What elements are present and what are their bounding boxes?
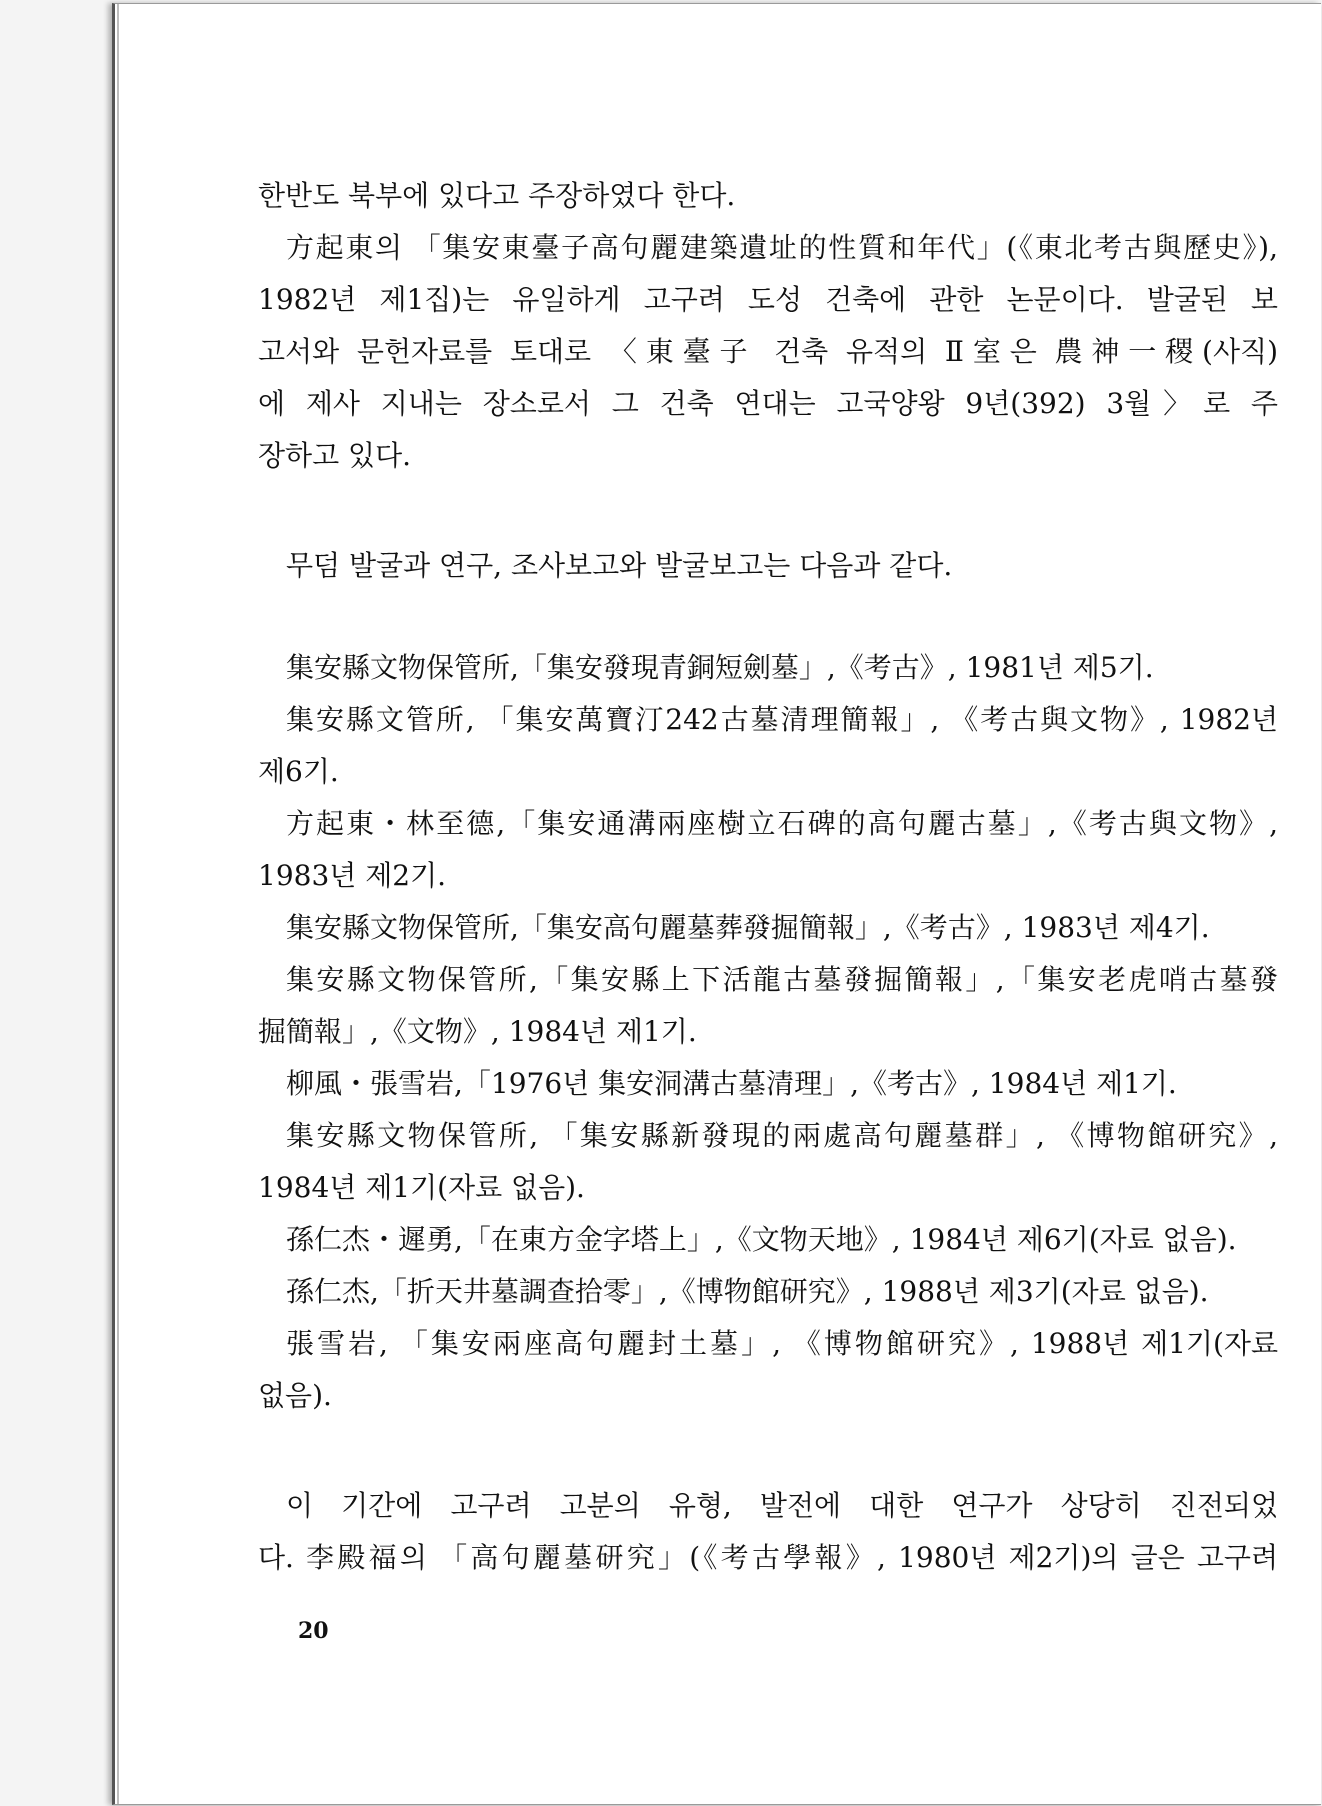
text-line: 다. 李殿福의 「高句麗墓研究」(《考古學報》, 1980년 제2기)의 글은 고구려 (258, 1541, 1278, 1574)
reference-entry-continued: 掘簡報」,《文物》, 1984년 제1기. (258, 1015, 697, 1048)
reference-entry-continued: 없음). (258, 1379, 332, 1412)
reference-entry: 方起東・林至德,「集安通溝兩座樹立石碑的高句麗古墓」,《考古與文物》, (286, 807, 1278, 840)
reference-entry: 柳風・張雪岩,「1976년 集安洞溝古墓清理」,《考古》, 1984년 제1기. (286, 1067, 1177, 1100)
text-line: 1982년 제1집)는 유일하게 고구려 도성 건축에 관한 논문이다. 발굴된 보 (258, 283, 1278, 316)
reference-entry-continued: 1984년 제1기(자료 없음). (258, 1171, 585, 1204)
reference-entry: 集安縣文管所, 「集安萬寶汀242古墓清理簡報」, 《考古與文物》, 1982년 (286, 703, 1278, 736)
reference-entry: 集安縣文物保管所,「集安縣上下活龍古墓發掘簡報」,「集安老虎哨古墓發 (286, 963, 1278, 996)
text-line: 方起東의 「集安東臺子高句麗建築遺址的性質和年代」(《東北考古與歷史》), (286, 231, 1278, 264)
reference-entry: 孫仁杰・遲勇,「在東方金字塔上」,《文物天地》, 1984년 제6기(자료 없음). (286, 1223, 1237, 1256)
reference-entry: 集安縣文物保管所,「集安高句麗墓葬發掘簡報」,《考古》, 1983년 제4기. (286, 911, 1210, 944)
reference-entry: 集安縣文物保管所, 「集安縣新發現的兩處高句麗墓群」, 《博物館研究》, (286, 1119, 1278, 1152)
reference-entry: 孫仁杰,「折天井墓調查拾零」,《博物館研究》, 1988년 제3기(자료 없음). (286, 1275, 1209, 1308)
book-page (112, 3, 1321, 1805)
text-line: 무덤 발굴과 연구, 조사보고와 발굴보고는 다음과 같다. (286, 549, 953, 582)
reference-entry-continued: 1983년 제2기. (258, 859, 447, 892)
text-line: 이 기간에 고구려 고분의 유형, 발전에 대한 연구가 상당히 진전되었 (286, 1489, 1278, 1522)
reference-entry: 集安縣文物保管所,「集安發現青銅短劍墓」,《考古》, 1981년 제5기. (286, 651, 1154, 684)
page-number: 20 (298, 1618, 329, 1644)
reference-entry: 張雪岩, 「集安兩座高句麗封土墓」, 《博物館研究》, 1988년 제1기(자료 (286, 1327, 1278, 1360)
text-line: 한반도 북부에 있다고 주장하였다 한다. (258, 179, 736, 212)
text-line: 장하고 있다. (258, 439, 412, 472)
reference-entry-continued: 제6기. (258, 755, 339, 788)
text-line: 고서와 문헌자료를 토대로 〈東臺子 건축 유적의 Ⅱ室은 農神一稷(사직) (258, 335, 1278, 368)
text-line: 에 제사 지내는 장소로서 그 건축 연대는 고국양왕 9년(392) 3월〉로 주 (258, 387, 1278, 420)
